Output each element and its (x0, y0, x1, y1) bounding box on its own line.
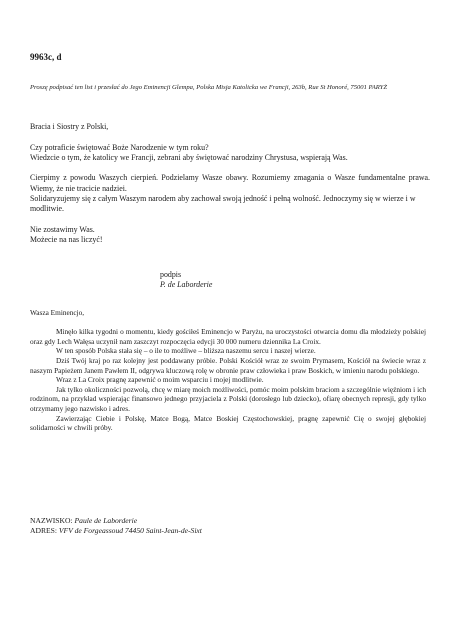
address-label: ADRES: (30, 526, 58, 535)
paragraph-line: Solidaryzujemy się z całym Waszym narodem aby zachował swoją jedność i pełną wolność. Jednoczymy się w wierze i w modlitwie. (30, 194, 416, 214)
name-value: Paule de Laborderie (74, 516, 138, 525)
greeting: Bracia i Siostry z Polski, (30, 122, 109, 131)
paragraph-line: Wiedzcie o tym, że katolicy we Francji, zebrani aby świętować narodziny Chrystusa, wspierają Was. (30, 152, 348, 162)
signature-block (160, 270, 212, 291)
reply-paragraph: Zawierzając Ciebie i Polskę, Matce Bogą, Matce Boskiej Częstochowskiej, pragnę zapewnić Cię o swojej głębokiej solidarności w chwili próby. (30, 413, 426, 433)
paragraph-line: Cierpimy z powodu Waszych cierpień. Podzielamy Wasze obawy. Rozumiemy zmagania o Wasze fundamentalne prawa. Wiemy, że nie tracicie nadziei. (30, 173, 430, 193)
closing-line: Nie zostawimy Was. (30, 224, 95, 234)
paragraph-line: Czy potraficie świętować Boże Narodzenie w tym roku? (30, 142, 209, 152)
signature-label: podpis (160, 270, 182, 279)
closing-line: Możecie na nas liczyć! (30, 235, 103, 245)
reply-salutation: Wasza Eminencjo, (30, 308, 85, 317)
sender-details (30, 516, 202, 536)
name-label: NAZWISKO: (30, 516, 73, 525)
document-code: 9963c, d (30, 52, 62, 62)
letter-body (30, 122, 430, 246)
address-row (30, 526, 202, 536)
name-row (30, 516, 202, 526)
reply-paragraph: Minęło kilka tygodni o momentu, kiedy gościłeś Eminencjo w Paryżu, na uroczystości otwarcia domu dla młodzieży polskiej oraz gdy Lech Wałęsa uczynił nam zaszczyt rozpoczęcia edycji 30 000 numeru dziennika La Croix. (30, 327, 426, 346)
reply-paragraph: W ten sposób Polska stała się – o ile to możliwe – bliższa naszemu sercu i naszej wierze. (56, 346, 316, 356)
reply-letter (30, 308, 426, 433)
reply-paragraph: Jak tylko okoliczności pozwolą, chcę w miarę moich możliwości, pomóc moim polskim braciom a szczególnie więźniom i ich rodzinom, na przykład wspierając finansowo jednego przyjaciela z Polski (dorosłego lub dziecko), ofiarę obecnych represji, gdy tylko otrzymamy jego nazwisko i adres. (30, 384, 426, 413)
reply-paragraph: Dziś Twój kraj po raz kolejny jest poddawany próbie. Polski Kościół wraz ze swoim Prymasem, Kościół na świecie wraz z naszym Papieżem Janem Pawłem II, odgrywa kluczową rolę w obronie praw człowieka i praw Boskich, w imieniu narodu polskiego. (30, 355, 426, 375)
mailing-instruction: Proszę podpisać ten list i przesłać do Jego Eminencji Glempa, Polska Misja Katolicka we Francji, 263b, Rue St Honoré, 75001 PARYŻ (30, 84, 388, 91)
address-value: VFV de Forgeassoud 74450 Saint-Jean-de-Sixt (58, 526, 202, 535)
signature-name: P. de Laborderie (160, 280, 213, 290)
reply-paragraph: Wraz z La Croix pragnę zapewnić o moim wsparciu i mojej modlitwie. (56, 375, 264, 385)
